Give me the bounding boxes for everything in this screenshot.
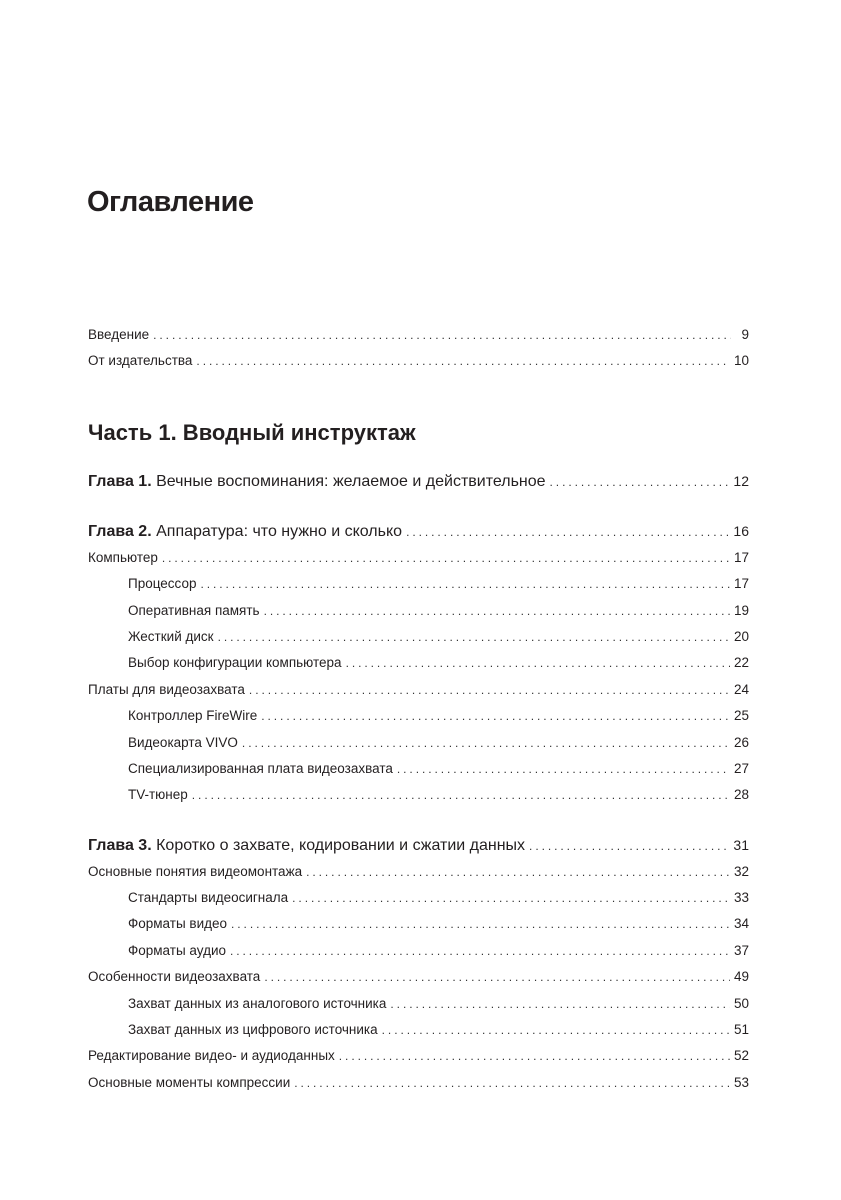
entry-label xyxy=(128,650,342,676)
entry-label xyxy=(128,1017,378,1043)
page-number: 17 xyxy=(733,549,749,565)
entry-label xyxy=(88,545,158,571)
entry-label xyxy=(88,677,245,703)
dot-leader xyxy=(264,598,730,624)
entry-label xyxy=(88,468,546,496)
toc-entry[interactable] xyxy=(88,624,749,650)
page-number: 31 xyxy=(733,836,749,853)
entry-title: Особенности видеозахвата xyxy=(88,969,261,985)
toc-entry[interactable] xyxy=(88,571,749,597)
dot-leader xyxy=(292,885,730,911)
toc-entry[interactable] xyxy=(88,517,749,545)
dot-leader xyxy=(230,938,730,964)
toc-entry[interactable] xyxy=(88,348,749,374)
page-number: 37 xyxy=(733,942,749,958)
entry-title: Контроллер FireWire xyxy=(128,708,258,724)
entry-title: Оперативная память xyxy=(128,602,260,618)
toc-entry[interactable] xyxy=(88,831,749,859)
entry-title: От издательства xyxy=(88,353,193,369)
dot-leader xyxy=(529,832,729,860)
part-heading: Часть 1. Вводный инструктаж xyxy=(88,419,416,445)
entry-label xyxy=(128,938,226,964)
dot-leader xyxy=(218,624,730,650)
toc-entry[interactable] xyxy=(88,650,749,676)
entry-label xyxy=(88,1070,290,1096)
entry-title: Компьютер xyxy=(88,549,158,565)
page-title: Оглавление xyxy=(87,186,254,218)
toc-entry[interactable] xyxy=(88,911,749,937)
entry-label xyxy=(88,859,302,885)
dot-leader xyxy=(294,1070,730,1096)
entry-label xyxy=(128,782,188,808)
page-number: 22 xyxy=(733,655,749,671)
page-number: 50 xyxy=(733,995,749,1011)
page-number: 26 xyxy=(733,734,749,750)
toc-entry[interactable] xyxy=(88,1070,749,1096)
chapter-number: Глава 3. xyxy=(88,836,152,854)
page-number: 51 xyxy=(733,1022,749,1038)
toc-entry[interactable] xyxy=(88,885,749,911)
entry-label xyxy=(88,348,192,374)
page-number: 17 xyxy=(733,576,749,592)
entry-label xyxy=(128,571,196,597)
page-number: 28 xyxy=(733,787,749,803)
chapter-number: Глава 2. xyxy=(88,522,152,540)
entry-label xyxy=(88,1043,335,1069)
dot-leader xyxy=(390,991,730,1017)
entry-title: Захват данных из цифрового источника xyxy=(128,1022,378,1038)
toc-entry[interactable] xyxy=(88,598,749,624)
entry-title: Введение xyxy=(88,327,150,342)
entry-title: Форматы видео xyxy=(128,916,228,932)
entry-title: TV-тюнер xyxy=(128,787,188,803)
entry-title: Специализированная плата видеозахвата xyxy=(128,760,393,776)
page-number: 19 xyxy=(733,602,749,618)
entry-label xyxy=(128,756,393,782)
dot-leader xyxy=(339,1043,730,1069)
toc-entry[interactable] xyxy=(88,1043,749,1069)
dot-leader xyxy=(264,964,730,990)
toc-entry[interactable] xyxy=(88,467,749,495)
dot-leader xyxy=(406,518,729,546)
page-number: 34 xyxy=(733,916,749,932)
dot-leader xyxy=(306,859,730,885)
entry-label xyxy=(128,598,260,624)
dot-leader xyxy=(550,468,730,496)
entry-title: Вечные воспоминания: желаемое и действительное xyxy=(156,472,546,490)
entry-label xyxy=(88,964,260,990)
page-number: 27 xyxy=(733,760,749,776)
chapter-gap xyxy=(88,809,749,831)
table-of-contents xyxy=(88,322,749,1096)
entry-title: Основные моменты компрессии xyxy=(88,1074,291,1090)
dot-leader xyxy=(249,677,730,703)
chapter-number: Глава 1. xyxy=(88,472,152,490)
dot-leader xyxy=(346,650,730,676)
entry-title: Выбор конфигурации компьютера xyxy=(128,655,342,671)
page-number: 20 xyxy=(733,628,749,644)
entry-title: Основные понятия видеомонтажа xyxy=(88,863,303,879)
chapter-gap xyxy=(88,495,749,517)
page-number: 32 xyxy=(733,863,749,879)
dot-leader xyxy=(200,571,729,597)
entry-title: Редактирование видео- и аудиоданных xyxy=(88,1048,335,1064)
dot-leader xyxy=(231,911,730,937)
entry-title: Платы для видеозахвата xyxy=(88,681,245,697)
toc-entry[interactable] xyxy=(88,545,749,571)
page-number: 33 xyxy=(733,890,749,906)
page-number: 16 xyxy=(733,522,749,539)
entry-title: Жесткий диск xyxy=(128,628,214,644)
dot-leader xyxy=(192,782,730,808)
entry-label xyxy=(128,730,238,756)
entry-label xyxy=(88,832,525,860)
page-number: 24 xyxy=(733,681,749,697)
entry-title: Стандарты видеосигнала xyxy=(128,890,289,906)
dot-leader xyxy=(153,322,731,348)
entry-label xyxy=(88,322,149,348)
toc-entry[interactable] xyxy=(88,677,749,703)
page-number: 53 xyxy=(733,1074,749,1090)
toc-entry[interactable] xyxy=(88,1017,749,1043)
entry-label xyxy=(128,911,227,937)
dot-leader xyxy=(397,756,730,782)
toc-entry[interactable] xyxy=(88,964,749,990)
page-number: 10 xyxy=(733,353,749,369)
entry-label xyxy=(88,518,402,546)
entry-title: Захват данных из аналогового источника xyxy=(128,995,387,1011)
dot-leader xyxy=(261,703,730,729)
page-number: 12 xyxy=(733,472,749,489)
entry-title: Аппаратура: что нужно и сколько xyxy=(156,522,403,540)
dot-leader xyxy=(242,730,730,756)
entry-label xyxy=(128,991,386,1017)
toc-entry[interactable] xyxy=(88,756,749,782)
dot-leader xyxy=(162,545,730,571)
toc-entry[interactable] xyxy=(88,703,749,729)
page-number: 25 xyxy=(733,708,749,724)
entry-label xyxy=(128,624,214,650)
entry-title: Процессор xyxy=(128,576,197,592)
entry-title: Форматы аудио xyxy=(128,942,226,958)
dot-leader xyxy=(196,348,730,374)
entry-label xyxy=(128,703,257,729)
entry-title: Видеокарта VIVO xyxy=(128,734,238,750)
page-number: 9 xyxy=(741,327,749,342)
entry-label xyxy=(128,885,288,911)
toc-entry[interactable] xyxy=(88,991,749,1017)
toc-entry[interactable] xyxy=(88,859,749,885)
toc-entry[interactable] xyxy=(88,938,749,964)
entry-title: Коротко о захвате, кодировании и сжатии данных xyxy=(156,836,526,854)
toc-entry[interactable] xyxy=(88,730,749,756)
page-number: 52 xyxy=(733,1048,749,1064)
toc-entry[interactable] xyxy=(88,782,749,808)
dot-leader xyxy=(382,1017,730,1043)
page-number: 49 xyxy=(733,969,749,985)
toc-entry[interactable] xyxy=(88,322,749,348)
